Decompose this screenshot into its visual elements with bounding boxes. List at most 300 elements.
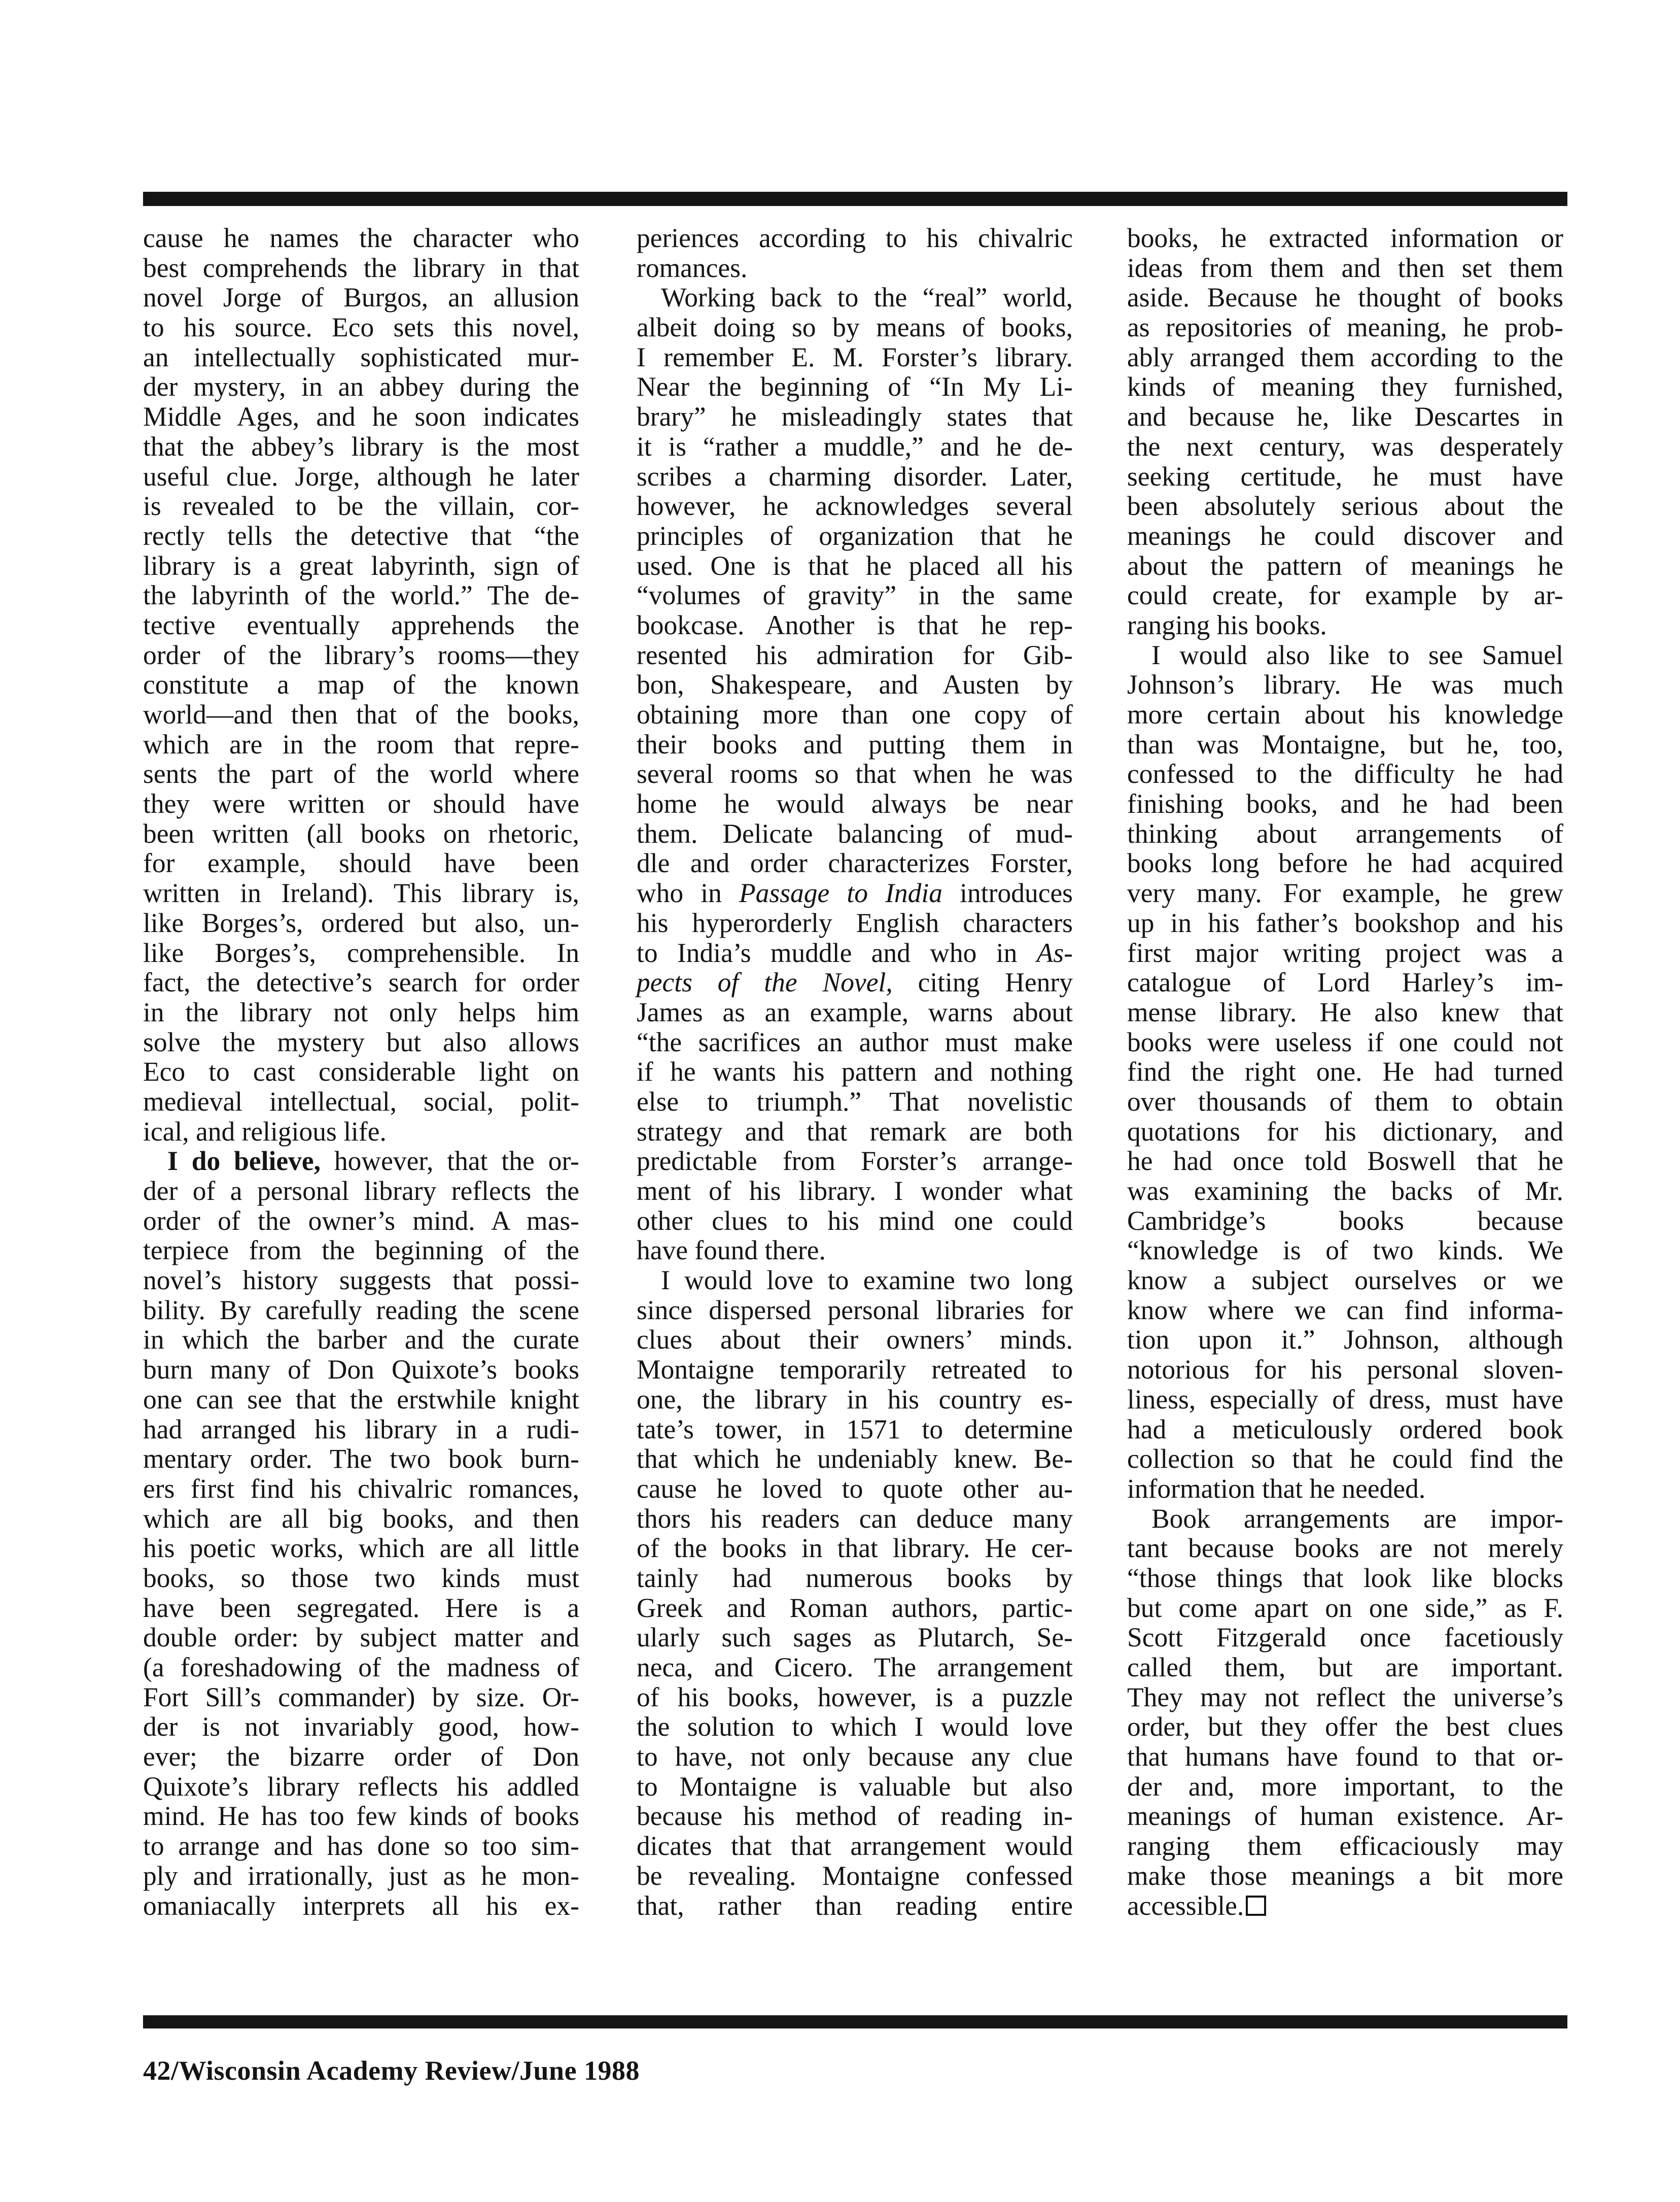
text-segment: been written (all books on rhetoric, bbox=[143, 818, 579, 849]
text-segment: quotations for his dictionary, and bbox=[1127, 1116, 1563, 1147]
text-segment: bon, Shakespeare, and Austen by bbox=[637, 669, 1073, 700]
text-line bbox=[1127, 342, 1563, 372]
text-segment: collection so that he could find the bbox=[1127, 1443, 1563, 1474]
run-in-heading: I do believe, bbox=[167, 1146, 321, 1177]
text-line bbox=[1127, 1146, 1563, 1176]
text-line bbox=[637, 1087, 1073, 1117]
text-line bbox=[637, 670, 1073, 700]
text-line bbox=[1127, 1533, 1563, 1563]
text-line bbox=[143, 253, 579, 283]
text-segment: bookcase. Another is that he rep- bbox=[637, 609, 1073, 640]
text-line bbox=[143, 1474, 579, 1504]
text-segment: that humans have found to that or- bbox=[1127, 1741, 1563, 1772]
text-segment: principles of organization that he bbox=[637, 520, 1073, 551]
text-line bbox=[637, 1801, 1073, 1831]
text-segment: rectly tells the detective that “the bbox=[143, 520, 579, 551]
text-segment: cause he loved to quote other au- bbox=[637, 1473, 1073, 1504]
text-line bbox=[637, 1265, 1073, 1295]
text-line bbox=[637, 223, 1073, 253]
text-line bbox=[143, 700, 579, 730]
end-mark-icon bbox=[1246, 1896, 1266, 1916]
text-segment: of the books in that library. He cer- bbox=[637, 1533, 1073, 1564]
text-line bbox=[143, 968, 579, 997]
text-segment: as repositories of meaning, he prob- bbox=[1127, 312, 1563, 343]
text-line bbox=[1127, 432, 1563, 462]
text-segment: ranging his books. bbox=[1127, 609, 1327, 640]
text-segment: if he wants his pattern and nothing bbox=[637, 1056, 1073, 1087]
text-segment: tective eventually apprehends the bbox=[143, 609, 579, 640]
text-segment: one can see that the erstwhile knight bbox=[143, 1384, 579, 1415]
text-line bbox=[1127, 1176, 1563, 1206]
text-segment: order of the library’s rooms—they bbox=[143, 639, 579, 670]
text-line bbox=[637, 1653, 1073, 1682]
text-line bbox=[1127, 938, 1563, 968]
text-line bbox=[1127, 848, 1563, 878]
text-line bbox=[637, 313, 1073, 342]
text-line bbox=[1127, 1712, 1563, 1742]
text-line bbox=[143, 372, 579, 402]
text-segment: their books and putting them in bbox=[637, 729, 1073, 760]
text-line bbox=[1127, 1235, 1563, 1265]
text-line bbox=[143, 1385, 579, 1415]
text-segment: notorious for his personal sloven- bbox=[1127, 1354, 1563, 1385]
italic-title: pects of the Novel, bbox=[637, 967, 893, 998]
text-segment: them. Delicate balancing of mud- bbox=[637, 818, 1073, 849]
text-segment: one, the library in his country es- bbox=[637, 1384, 1073, 1415]
text-segment: catalogue of Lord Harley’s im- bbox=[1127, 967, 1563, 998]
text-segment: books, so those two kinds must bbox=[143, 1562, 579, 1593]
text-line bbox=[1127, 1831, 1563, 1861]
text-line bbox=[637, 1831, 1073, 1861]
text-segment: order of the owner’s mind. A mas- bbox=[143, 1205, 579, 1236]
text-segment: library is a great labyrinth, sign of bbox=[143, 550, 579, 581]
text-line bbox=[143, 1891, 579, 1921]
text-segment: about the pattern of meanings he bbox=[1127, 550, 1563, 581]
text-line bbox=[143, 1295, 579, 1325]
text-line bbox=[1127, 551, 1563, 581]
text-line bbox=[143, 402, 579, 432]
text-segment: I would also like to see Samuel bbox=[1151, 639, 1563, 670]
text-segment: it is “rather a muddle,” and he de- bbox=[637, 431, 1073, 462]
text-line bbox=[1127, 1117, 1563, 1147]
text-segment: Book arrangements are impor- bbox=[1151, 1503, 1563, 1534]
text-line bbox=[637, 1444, 1073, 1474]
text-line bbox=[143, 1801, 579, 1831]
text-line bbox=[637, 1504, 1073, 1534]
text-segment: dle and order characterizes Forster, bbox=[637, 848, 1073, 879]
text-line bbox=[143, 640, 579, 670]
text-segment: up in his father’s bookshop and his bbox=[1127, 907, 1563, 938]
text-line bbox=[637, 1325, 1073, 1355]
text-segment: order, but they offer the best clues bbox=[1127, 1711, 1563, 1742]
text-segment: I remember E. M. Forster’s library. bbox=[637, 341, 1073, 372]
text-segment: Near the beginning of “In My Li- bbox=[637, 371, 1073, 402]
text-line bbox=[143, 1444, 579, 1474]
text-line bbox=[1127, 402, 1563, 432]
text-segment: Greek and Roman authors, partic- bbox=[637, 1592, 1073, 1623]
text-segment: omaniacally interprets all his ex- bbox=[143, 1890, 579, 1921]
text-segment: was examining the backs of Mr. bbox=[1127, 1176, 1563, 1206]
text-segment: have found there. bbox=[637, 1235, 826, 1266]
text-segment: however, that the or- bbox=[321, 1146, 580, 1177]
text-line bbox=[1127, 1653, 1563, 1682]
text-segment: his hyperorderly English characters bbox=[637, 907, 1073, 938]
text-line bbox=[1127, 1415, 1563, 1444]
text-line bbox=[637, 1206, 1073, 1236]
text-line bbox=[637, 253, 1073, 283]
text-line bbox=[637, 1295, 1073, 1325]
text-line bbox=[637, 938, 1073, 968]
text-segment: ment of his library. I wonder what bbox=[637, 1176, 1073, 1206]
text-line bbox=[1127, 283, 1563, 313]
text-segment: is revealed to be the villain, cor- bbox=[143, 491, 579, 522]
text-segment: accessible. bbox=[1127, 1890, 1244, 1921]
text-segment: finishing books, and he had been bbox=[1127, 788, 1563, 819]
text-line bbox=[637, 848, 1073, 878]
text-line bbox=[143, 1057, 579, 1087]
text-segment: “knowledge is of two kinds. We bbox=[1127, 1235, 1563, 1266]
text-segment: find the right one. He had turned bbox=[1127, 1056, 1563, 1087]
text-segment: “volumes of gravity” in the same bbox=[637, 580, 1073, 611]
text-line bbox=[637, 1623, 1073, 1653]
text-segment: tion upon it.” Johnson, although bbox=[1127, 1324, 1563, 1355]
text-segment: resented his admiration for Gib- bbox=[637, 639, 1073, 670]
text-segment: periences according to his chivalric bbox=[637, 223, 1073, 253]
text-line bbox=[143, 1772, 579, 1802]
text-segment: double order: by subject matter and bbox=[143, 1622, 579, 1653]
text-segment: since dispersed personal libraries for bbox=[637, 1294, 1073, 1325]
text-line bbox=[143, 462, 579, 492]
text-line bbox=[143, 432, 579, 462]
text-segment: obtaining more than one copy of bbox=[637, 699, 1073, 730]
text-segment: terpiece from the beginning of the bbox=[143, 1235, 579, 1266]
text-segment: der of a personal library reflects the bbox=[143, 1176, 579, 1206]
text-line bbox=[637, 491, 1073, 521]
text-segment: cause he names the character who bbox=[143, 223, 579, 253]
text-segment: because his method of reading in- bbox=[637, 1801, 1073, 1832]
text-segment: the labyrinth of the world.” The de- bbox=[143, 580, 579, 611]
text-segment: other clues to his mind one could bbox=[637, 1205, 1073, 1236]
italic-title: Passage to India bbox=[739, 878, 943, 909]
text-line bbox=[1127, 1385, 1563, 1415]
text-line bbox=[1127, 1265, 1563, 1295]
text-line bbox=[143, 1533, 579, 1563]
text-line bbox=[143, 1087, 579, 1117]
text-segment: strategy and that remark are both bbox=[637, 1116, 1073, 1147]
text-line bbox=[1127, 908, 1563, 938]
text-line bbox=[143, 1712, 579, 1742]
text-line bbox=[143, 521, 579, 551]
page-footer: 42/Wisconsin Academy Review/June 1988 bbox=[143, 2055, 640, 2086]
text-segment: Quixote’s library reflects his addled bbox=[143, 1771, 579, 1802]
text-column-1 bbox=[143, 223, 579, 1920]
text-line bbox=[143, 997, 579, 1027]
text-line bbox=[637, 1057, 1073, 1087]
text-segment: like Borges’s, comprehensible. In bbox=[143, 937, 579, 968]
text-segment: romances. bbox=[637, 252, 748, 283]
text-segment: I would love to examine two long bbox=[661, 1265, 1073, 1296]
text-segment: meanings of human existence. Ar- bbox=[1127, 1801, 1563, 1832]
text-segment: know a subject ourselves or we bbox=[1127, 1265, 1563, 1296]
text-segment: an intellectually sophisticated mur- bbox=[143, 341, 579, 372]
text-segment: Montaigne temporarily retreated to bbox=[637, 1354, 1073, 1385]
text-segment: kinds of meaning they furnished, bbox=[1127, 371, 1563, 402]
text-line bbox=[637, 700, 1073, 730]
text-segment: Fort Sill’s commander) by size. Or- bbox=[143, 1681, 579, 1712]
text-line bbox=[1127, 968, 1563, 997]
text-line bbox=[637, 342, 1073, 372]
text-line bbox=[1127, 313, 1563, 342]
text-line bbox=[1127, 789, 1563, 819]
text-line bbox=[143, 283, 579, 313]
text-segment: the next century, was desperately bbox=[1127, 431, 1563, 462]
text-segment: he had once told Boswell that he bbox=[1127, 1146, 1563, 1177]
text-segment: called them, but are important. bbox=[1127, 1652, 1563, 1682]
text-segment: useful clue. Jorge, although he later bbox=[143, 461, 579, 492]
text-segment: his poetic works, which are all little bbox=[143, 1533, 579, 1564]
text-segment: in the library not only helps him bbox=[143, 996, 579, 1027]
text-line bbox=[1127, 819, 1563, 849]
text-line bbox=[143, 730, 579, 760]
text-line bbox=[143, 1623, 579, 1653]
text-segment: They may not reflect the universe’s bbox=[1127, 1681, 1563, 1712]
text-line bbox=[143, 1653, 579, 1682]
text-segment: ideas from them and then set them bbox=[1127, 252, 1563, 283]
text-segment: ical, and religious life. bbox=[143, 1116, 387, 1147]
text-line bbox=[1127, 1563, 1563, 1593]
text-segment: else to triumph.” That novelistic bbox=[637, 1086, 1073, 1117]
text-segment: which are in the room that repre- bbox=[143, 729, 579, 760]
text-line bbox=[637, 968, 1073, 997]
text-line bbox=[637, 610, 1073, 640]
text-segment: Johnson’s library. He was much bbox=[1127, 669, 1563, 700]
text-line bbox=[637, 1474, 1073, 1504]
text-line bbox=[1127, 1891, 1563, 1921]
text-line bbox=[637, 551, 1073, 581]
text-segment: home he would always be near bbox=[637, 788, 1073, 819]
text-segment: ranging them efficaciously may bbox=[1127, 1831, 1563, 1862]
text-segment: but come apart on one side,” as F. bbox=[1127, 1592, 1563, 1623]
text-line bbox=[143, 878, 579, 908]
text-segment: over thousands of them to obtain bbox=[1127, 1086, 1563, 1117]
text-line bbox=[1127, 1593, 1563, 1623]
text-segment: novel Jorge of Burgos, an allusion bbox=[143, 282, 579, 313]
text-line bbox=[1127, 1087, 1563, 1117]
text-line bbox=[637, 878, 1073, 908]
text-line bbox=[143, 223, 579, 253]
text-line bbox=[637, 580, 1073, 610]
text-line bbox=[637, 1593, 1073, 1623]
text-line bbox=[1127, 1682, 1563, 1712]
text-line bbox=[1127, 1801, 1563, 1831]
text-line bbox=[637, 283, 1073, 313]
text-line bbox=[1127, 878, 1563, 908]
text-line bbox=[143, 313, 579, 342]
text-segment: tate’s tower, in 1571 to determine bbox=[637, 1414, 1073, 1444]
text-line bbox=[143, 1831, 579, 1861]
text-segment: “the sacrifices an author must make bbox=[637, 1026, 1073, 1057]
text-segment: for example, should have been bbox=[143, 848, 579, 879]
text-line bbox=[143, 1593, 579, 1623]
text-line bbox=[637, 640, 1073, 670]
text-line bbox=[1127, 1355, 1563, 1385]
text-line bbox=[637, 1415, 1073, 1444]
text-segment: liness, especially of dress, must have bbox=[1127, 1384, 1563, 1415]
text-column-2 bbox=[637, 223, 1073, 1920]
text-line bbox=[637, 1385, 1073, 1415]
text-line bbox=[143, 848, 579, 878]
text-segment: dicates that that arrangement would bbox=[637, 1831, 1073, 1862]
text-line bbox=[143, 1563, 579, 1593]
text-line bbox=[143, 1325, 579, 1355]
text-segment: information that he needed. bbox=[1127, 1473, 1426, 1504]
text-segment: in which the barber and the curate bbox=[143, 1324, 579, 1355]
text-segment: to have, not only because any clue bbox=[637, 1741, 1073, 1772]
text-segment: the solution to which I would love bbox=[637, 1711, 1073, 1742]
text-line bbox=[1127, 700, 1563, 730]
text-line bbox=[143, 1742, 579, 1772]
text-segment: best comprehends the library in that bbox=[143, 252, 579, 283]
text-column-3 bbox=[1127, 223, 1563, 1920]
text-line bbox=[1127, 610, 1563, 640]
text-line bbox=[637, 1533, 1073, 1563]
text-line bbox=[1127, 1206, 1563, 1236]
text-segment: (a foreshadowing of the madness of bbox=[143, 1652, 579, 1682]
text-segment: James as an example, warns about bbox=[637, 996, 1073, 1027]
text-line bbox=[1127, 521, 1563, 551]
text-segment: make those meanings a bit more bbox=[1127, 1860, 1563, 1891]
text-line bbox=[1127, 1861, 1563, 1891]
text-segment: tant because books are not merely bbox=[1127, 1533, 1563, 1564]
text-segment: tainly had numerous books by bbox=[637, 1562, 1073, 1593]
text-line bbox=[143, 759, 579, 789]
text-segment: had arranged his library in a rudi- bbox=[143, 1414, 579, 1444]
text-segment: to India’s muddle and who in bbox=[637, 937, 1037, 968]
text-line bbox=[1127, 1444, 1563, 1474]
text-segment: first major writing project was a bbox=[1127, 937, 1563, 968]
text-line bbox=[1127, 580, 1563, 610]
text-line bbox=[1127, 1742, 1563, 1772]
text-segment: thors his readers can deduce many bbox=[637, 1503, 1073, 1534]
text-line bbox=[1127, 759, 1563, 789]
text-segment: seeking certitude, he must have bbox=[1127, 461, 1563, 492]
text-segment: than was Montaigne, but he, too, bbox=[1127, 729, 1563, 760]
text-segment: aside. Because he thought of books bbox=[1127, 282, 1563, 313]
text-line bbox=[143, 1682, 579, 1712]
text-segment: mind. He has too few kinds of books bbox=[143, 1801, 579, 1832]
text-line bbox=[143, 491, 579, 521]
text-segment: could create, for example by ar- bbox=[1127, 580, 1563, 611]
text-segment: to Montaigne is valuable but also bbox=[637, 1771, 1073, 1802]
text-line bbox=[143, 1206, 579, 1236]
text-line bbox=[637, 432, 1073, 462]
text-segment: introduces bbox=[942, 878, 1073, 909]
text-line bbox=[637, 1772, 1073, 1802]
text-line bbox=[1127, 1027, 1563, 1057]
text-segment: brary” he misleadingly states that bbox=[637, 401, 1073, 432]
text-segment: mense library. He also knew that bbox=[1127, 996, 1563, 1027]
text-line bbox=[637, 1117, 1073, 1147]
text-line bbox=[1127, 1772, 1563, 1802]
text-segment: like Borges’s, ordered but also, un- bbox=[143, 907, 579, 938]
text-line bbox=[1127, 462, 1563, 492]
text-segment: Working back to the “real” world, bbox=[661, 282, 1073, 313]
text-line bbox=[143, 938, 579, 968]
text-segment: which are all big books, and then bbox=[143, 1503, 579, 1534]
text-line bbox=[143, 1027, 579, 1057]
text-line bbox=[1127, 253, 1563, 283]
text-segment: know where we can find informa- bbox=[1127, 1294, 1563, 1325]
text-line bbox=[143, 1117, 579, 1147]
text-line bbox=[143, 819, 579, 849]
text-segment: burn many of Don Quixote’s books bbox=[143, 1354, 579, 1385]
bottom-rule bbox=[143, 2015, 1567, 2028]
text-segment: written in Ireland). This library is, bbox=[143, 878, 579, 909]
text-segment: meanings he could discover and bbox=[1127, 520, 1563, 551]
text-line bbox=[637, 819, 1073, 849]
text-segment: very many. For example, he grew bbox=[1127, 878, 1563, 909]
text-line bbox=[637, 1563, 1073, 1593]
text-segment: neca, and Cicero. The arrangement bbox=[637, 1652, 1073, 1682]
text-segment: “those things that look like blocks bbox=[1127, 1562, 1563, 1593]
text-line bbox=[637, 1355, 1073, 1385]
text-line bbox=[1127, 372, 1563, 402]
text-line bbox=[1127, 223, 1563, 253]
text-segment: that which he undeniably knew. Be- bbox=[637, 1443, 1073, 1474]
text-segment: books were useless if one could not bbox=[1127, 1026, 1563, 1057]
text-line bbox=[143, 1504, 579, 1534]
text-segment: fact, the detective’s search for order bbox=[143, 967, 579, 998]
text-line bbox=[1127, 1623, 1563, 1653]
text-segment: world—and then that of the books, bbox=[143, 699, 579, 730]
text-segment: citing Henry bbox=[892, 967, 1073, 998]
text-line bbox=[637, 997, 1073, 1027]
text-segment: ably arranged them according to the bbox=[1127, 341, 1563, 372]
text-line bbox=[143, 1355, 579, 1385]
text-line bbox=[1127, 640, 1563, 670]
text-line bbox=[143, 670, 579, 700]
text-line bbox=[1127, 491, 1563, 521]
text-line bbox=[637, 1146, 1073, 1176]
text-segment: albeit doing so by means of books, bbox=[637, 312, 1073, 343]
text-segment: have been segregated. Here is a bbox=[143, 1592, 579, 1623]
text-segment: clues about their owners’ minds. bbox=[637, 1324, 1073, 1355]
text-segment: books long before he had acquired bbox=[1127, 848, 1563, 879]
text-segment: der mystery, in an abbey during the bbox=[143, 371, 579, 402]
text-segment: to arrange and has done so too sim- bbox=[143, 1831, 579, 1862]
text-segment: bility. By carefully reading the scene bbox=[143, 1294, 579, 1325]
text-segment: they were written or should have bbox=[143, 788, 579, 819]
text-line bbox=[637, 1861, 1073, 1891]
text-line bbox=[143, 1415, 579, 1444]
text-segment: been absolutely serious about the bbox=[1127, 491, 1563, 522]
text-line bbox=[637, 1712, 1073, 1742]
text-line bbox=[1127, 1057, 1563, 1087]
text-line bbox=[143, 551, 579, 581]
text-segment: novel’s history suggests that possi- bbox=[143, 1265, 579, 1296]
text-line bbox=[143, 1146, 579, 1176]
text-segment: solve the mystery but also allows bbox=[143, 1026, 579, 1057]
text-segment: who in bbox=[637, 878, 739, 909]
italic-title: As- bbox=[1036, 937, 1073, 968]
text-line bbox=[637, 908, 1073, 938]
text-segment: sents the part of the world where bbox=[143, 759, 579, 789]
text-segment: that, rather than reading entire bbox=[637, 1890, 1073, 1921]
top-rule bbox=[143, 192, 1567, 206]
text-segment: however, he acknowledges several bbox=[637, 491, 1073, 522]
text-segment: der and, more important, to the bbox=[1127, 1771, 1563, 1802]
text-segment: ply and irrationally, just as he mon- bbox=[143, 1860, 579, 1891]
